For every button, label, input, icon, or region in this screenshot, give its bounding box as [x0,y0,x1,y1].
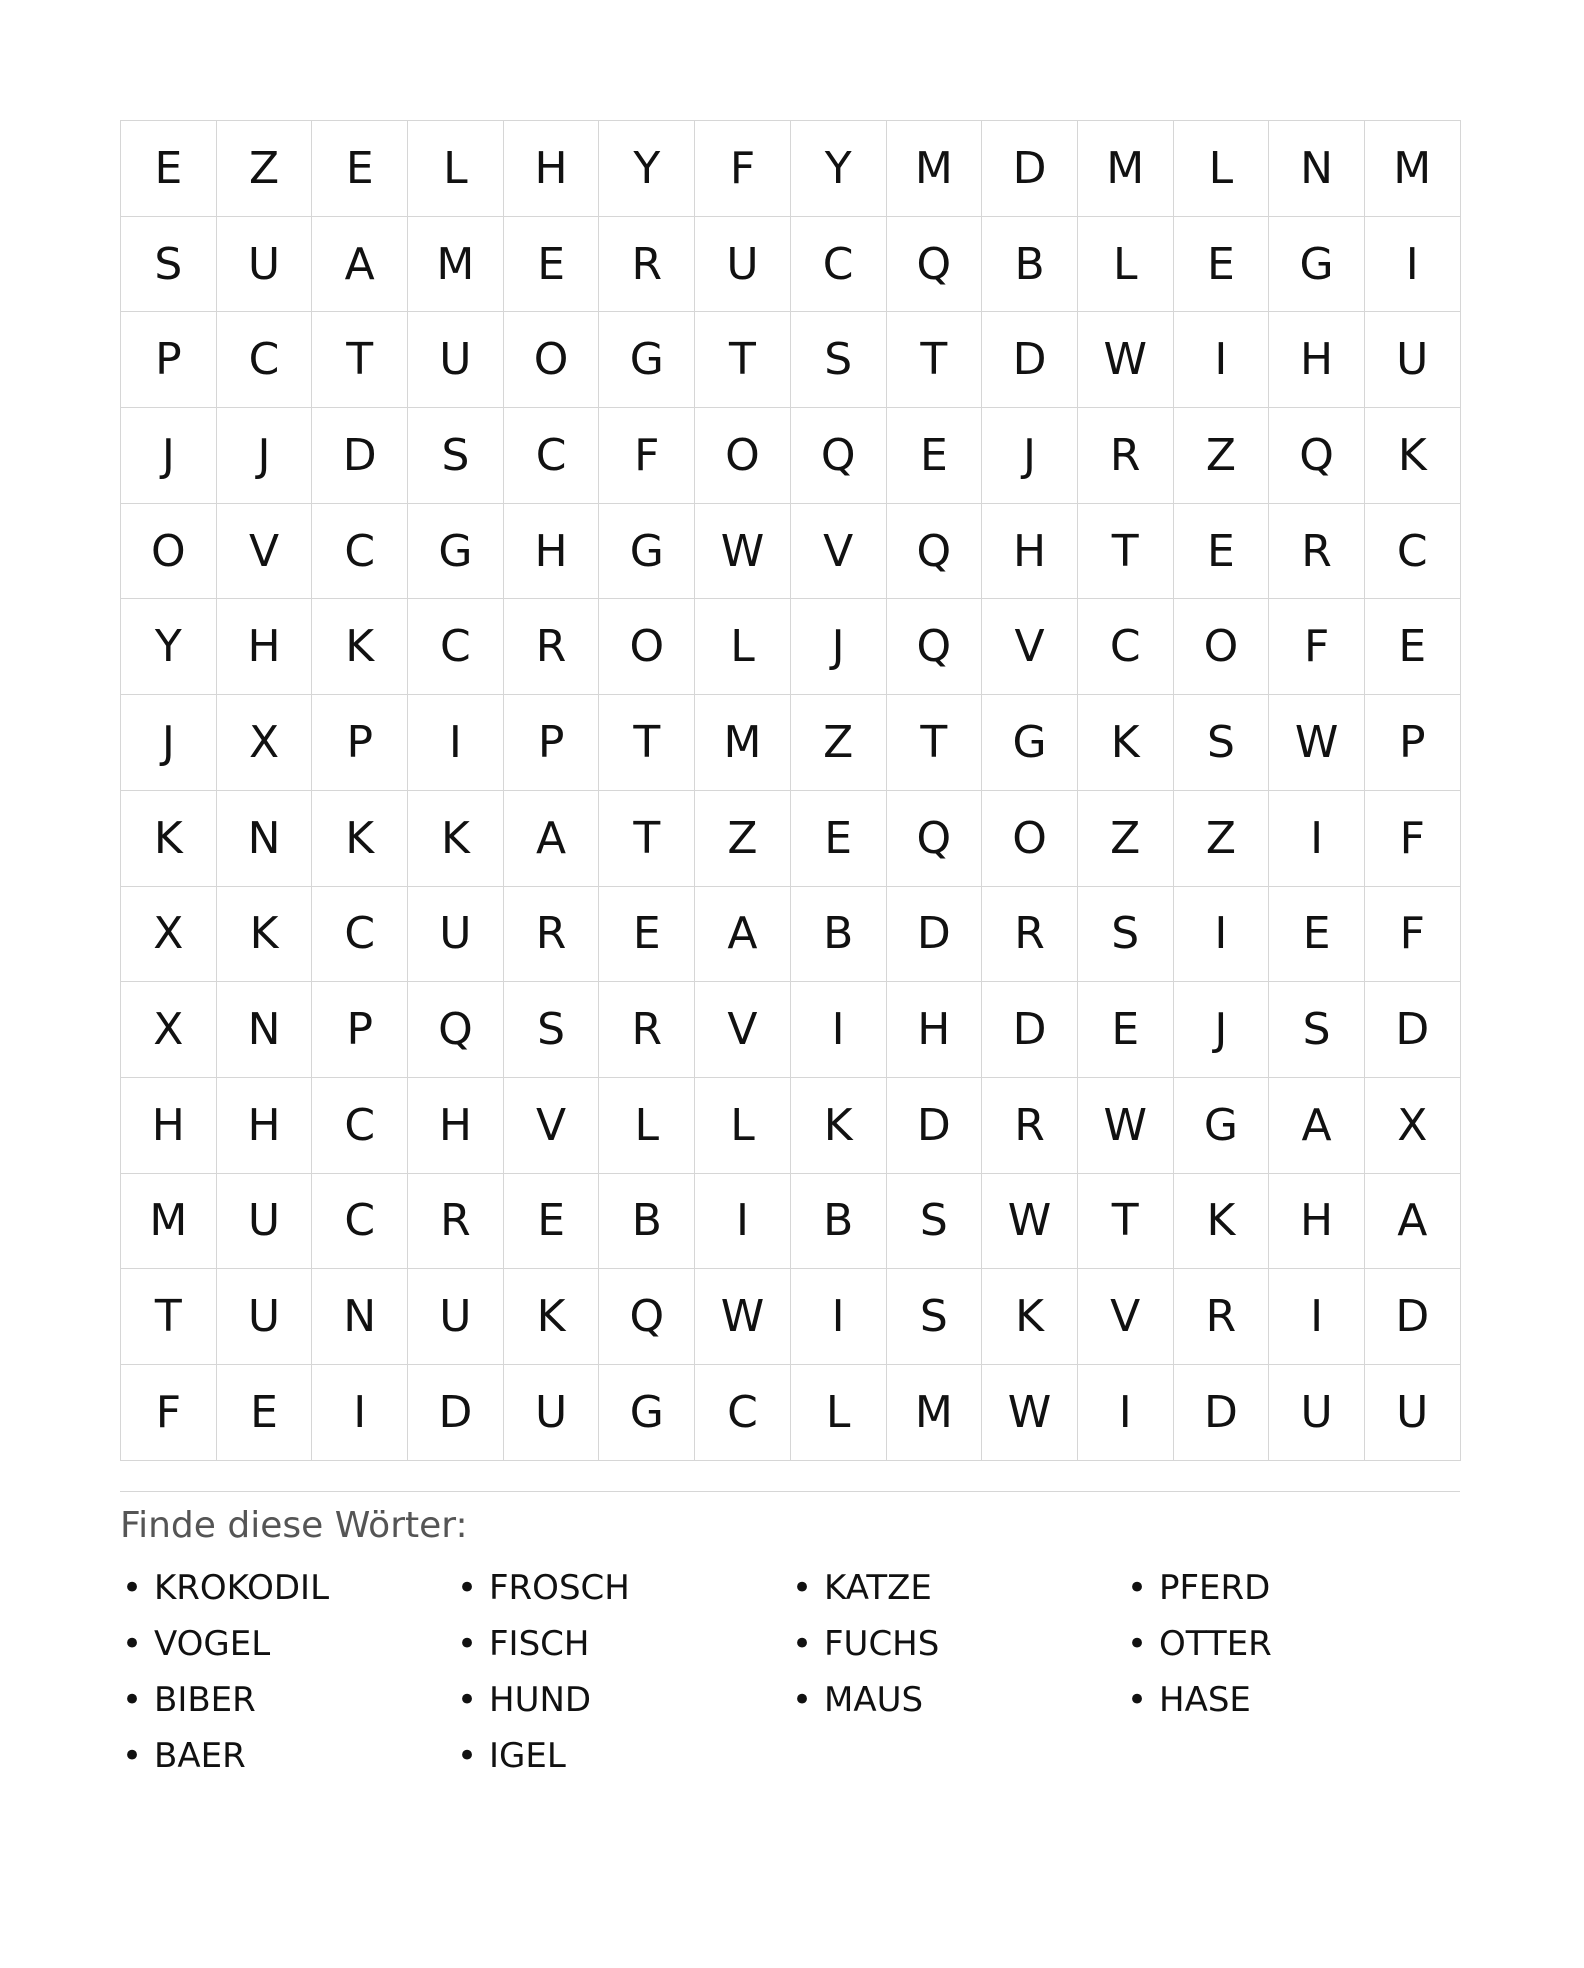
word-list-item [455,1728,790,1784]
grid-cell[interactable]: L [599,1078,695,1174]
word-label: PFERD [1159,1567,1271,1608]
word-list-item [455,1616,790,1672]
grid-cell[interactable]: B [791,1174,887,1270]
grid-cell[interactable]: U [217,217,313,313]
grid-cell[interactable]: S [504,982,600,1078]
grid-cell[interactable]: H [217,1078,313,1174]
grid-cell[interactable]: W [695,1269,791,1365]
grid-cell[interactable]: C [1078,599,1174,695]
grid-cell[interactable]: U [408,312,504,408]
grid-cell[interactable]: L [1174,121,1270,217]
grid-cell[interactable]: E [1269,887,1365,983]
word-label: FISCH [489,1623,590,1664]
bullet-icon: • [457,1567,478,1608]
grid-cell[interactable]: Q [1269,408,1365,504]
grid-cell[interactable]: O [504,312,600,408]
grid-cell[interactable]: A [312,217,408,313]
word-label: BAER [154,1735,246,1776]
grid-cell[interactable]: N [217,982,313,1078]
grid-cell[interactable]: S [121,217,217,313]
grid-cell[interactable]: R [982,887,1078,983]
grid-cell[interactable]: U [695,217,791,313]
grid-cell[interactable]: P [1365,695,1461,791]
grid-cell[interactable]: U [408,887,504,983]
grid-cell[interactable]: C [312,887,408,983]
grid-cell[interactable]: S [791,312,887,408]
grid-cell[interactable]: J [1174,982,1270,1078]
grid-cell[interactable]: M [121,1174,217,1270]
grid-cell[interactable]: D [982,312,1078,408]
grid-cell[interactable]: E [887,408,983,504]
grid-cell[interactable]: M [695,695,791,791]
grid-cell[interactable]: J [121,408,217,504]
grid-cell[interactable]: G [599,1365,695,1461]
word-list-item [1125,1616,1460,1672]
grid-cell[interactable]: E [312,121,408,217]
grid-cell[interactable]: U [217,1174,313,1270]
grid-cell[interactable]: A [1269,1078,1365,1174]
grid-cell[interactable]: E [217,1365,313,1461]
bullet-icon: • [792,1679,813,1720]
divider [120,1491,1460,1492]
grid-cell[interactable]: K [408,791,504,887]
word-list-item [120,1672,455,1728]
bullet-icon: • [1127,1623,1148,1664]
word-list-title: Finde diese Wörter: [120,1504,468,1546]
grid-cell[interactable]: V [791,504,887,600]
grid-cell[interactable]: D [1365,982,1461,1078]
grid-cell[interactable]: C [312,1174,408,1270]
grid-cell[interactable]: W [1269,695,1365,791]
grid-cell[interactable]: P [504,695,600,791]
grid-cell[interactable]: L [1078,217,1174,313]
grid-cell[interactable]: F [599,408,695,504]
word-list-item [120,1616,455,1672]
grid-cell[interactable]: Y [599,121,695,217]
grid-cell[interactable]: I [791,1269,887,1365]
grid-cell[interactable]: H [121,1078,217,1174]
grid-cell[interactable]: U [408,1269,504,1365]
bullet-icon: • [122,1735,143,1776]
grid-cell[interactable]: Z [695,791,791,887]
grid-cell[interactable]: O [121,504,217,600]
grid-cell[interactable]: I [695,1174,791,1270]
grid-cell[interactable]: G [982,695,1078,791]
grid-cell[interactable]: C [217,312,313,408]
grid-cell[interactable]: E [1174,504,1270,600]
grid-cell[interactable]: K [504,1269,600,1365]
grid-cell[interactable]: I [791,982,887,1078]
grid-cell[interactable]: V [1078,1269,1174,1365]
grid-cell[interactable]: C [695,1365,791,1461]
grid-cell[interactable]: T [599,695,695,791]
grid-cell[interactable]: Y [121,599,217,695]
word-list-item [120,1728,455,1784]
grid-cell[interactable]: Z [1174,408,1270,504]
bullet-icon: • [792,1567,813,1608]
word-list-item [790,1616,1125,1672]
grid-cell[interactable]: Q [599,1269,695,1365]
grid-cell[interactable]: N [1269,121,1365,217]
grid-cell[interactable]: L [695,1078,791,1174]
grid-cell[interactable]: X [121,982,217,1078]
word-list-item [120,1560,455,1616]
grid-cell[interactable]: J [982,408,1078,504]
word-list-item [455,1560,790,1616]
word-list-item [1125,1672,1460,1728]
grid-cell[interactable]: W [1078,1078,1174,1174]
grid-cell[interactable]: A [504,791,600,887]
grid-cell[interactable]: M [887,121,983,217]
grid-cell[interactable]: R [982,1078,1078,1174]
grid-cell[interactable]: R [1174,1269,1270,1365]
grid-cell[interactable]: D [1365,1269,1461,1365]
grid-cell[interactable]: L [408,121,504,217]
grid-cell[interactable]: Y [791,121,887,217]
word-list-item [1125,1560,1460,1616]
grid-cell[interactable]: V [982,599,1078,695]
grid-cell[interactable]: F [1365,887,1461,983]
grid-cell[interactable]: A [695,887,791,983]
grid-cell[interactable]: S [1078,887,1174,983]
grid-cell[interactable]: Q [408,982,504,1078]
grid-cell[interactable]: R [599,982,695,1078]
grid-cell[interactable]: L [695,599,791,695]
grid-cell[interactable]: X [217,695,313,791]
grid-cell[interactable]: W [1078,312,1174,408]
grid-cell[interactable]: P [312,695,408,791]
grid-cell[interactable]: E [1078,982,1174,1078]
grid-cell[interactable]: G [1269,217,1365,313]
grid-cell[interactable]: O [599,599,695,695]
grid-cell[interactable]: T [695,312,791,408]
grid-cell[interactable]: Z [1078,791,1174,887]
bullet-icon: • [122,1623,143,1664]
grid-cell[interactable]: Q [887,504,983,600]
grid-cell[interactable]: U [1269,1365,1365,1461]
grid-cell[interactable]: H [1269,312,1365,408]
grid-cell[interactable]: H [982,504,1078,600]
grid-cell[interactable]: K [312,599,408,695]
grid-cell[interactable]: N [217,791,313,887]
word-label: KROKODIL [154,1567,330,1608]
bullet-icon: • [1127,1679,1148,1720]
grid-cell[interactable]: H [1269,1174,1365,1270]
grid-cell[interactable]: K [791,1078,887,1174]
grid-cell[interactable]: C [408,599,504,695]
grid-cell[interactable]: Q [887,791,983,887]
grid-cell[interactable]: E [1174,217,1270,313]
grid-cell[interactable]: S [1174,695,1270,791]
grid-cell[interactable]: G [1174,1078,1270,1174]
grid-cell[interactable]: R [504,599,600,695]
grid-cell[interactable]: K [1078,695,1174,791]
grid-cell[interactable]: I [1269,1269,1365,1365]
word-label: HUND [489,1679,592,1720]
grid-cell[interactable]: H [408,1078,504,1174]
grid-cell[interactable]: T [599,791,695,887]
grid-cell[interactable]: L [791,1365,887,1461]
grid-cell[interactable]: I [408,695,504,791]
bullet-icon: • [457,1679,478,1720]
grid-cell[interactable]: X [1365,1078,1461,1174]
grid-cell[interactable]: A [1365,1174,1461,1270]
grid-cell[interactable]: W [982,1174,1078,1270]
grid-cell[interactable]: D [982,121,1078,217]
word-label: FUCHS [824,1623,940,1664]
letter-grid [120,120,1461,1461]
word-list-item [790,1672,1125,1728]
grid-cell[interactable]: F [121,1365,217,1461]
grid-cell[interactable]: E [504,217,600,313]
grid-cell[interactable]: C [312,504,408,600]
grid-cell[interactable]: E [1365,599,1461,695]
word-search-puzzle [120,120,1460,1784]
grid-cell[interactable]: D [887,1078,983,1174]
grid-cell[interactable]: D [982,982,1078,1078]
grid-cell[interactable]: C [312,1078,408,1174]
grid-cell[interactable]: H [887,982,983,1078]
grid-cell[interactable]: X [121,887,217,983]
grid-cell[interactable]: R [599,217,695,313]
grid-cell[interactable]: O [1174,599,1270,695]
word-list [120,1560,1460,1784]
word-list-item [455,1672,790,1728]
grid-cell[interactable]: F [695,121,791,217]
grid-cell[interactable]: I [312,1365,408,1461]
word-label: OTTER [1159,1623,1272,1664]
grid-cell[interactable]: J [791,599,887,695]
grid-cell[interactable]: M [1078,121,1174,217]
grid-cell[interactable]: U [1365,312,1461,408]
bullet-icon: • [457,1623,478,1664]
word-label: BIBER [154,1679,256,1720]
grid-cell[interactable]: F [1269,599,1365,695]
grid-cell[interactable]: R [1078,408,1174,504]
grid-cell[interactable]: G [408,504,504,600]
grid-cell[interactable]: V [695,982,791,1078]
grid-cell[interactable]: S [1269,982,1365,1078]
grid-cell[interactable]: V [217,504,313,600]
grid-cell[interactable]: H [504,504,600,600]
grid-cell[interactable]: C [504,408,600,504]
grid-cell[interactable]: K [312,791,408,887]
word-label: HASE [1159,1679,1251,1720]
grid-cell[interactable]: H [217,599,313,695]
grid-cell[interactable]: N [312,1269,408,1365]
grid-cell[interactable]: Q [791,408,887,504]
grid-cell[interactable]: T [1078,504,1174,600]
bullet-icon: • [1127,1567,1148,1608]
grid-cell[interactable]: K [121,791,217,887]
grid-cell[interactable]: D [312,408,408,504]
word-label: MAUS [824,1679,924,1720]
grid-cell[interactable]: E [791,791,887,887]
grid-cell[interactable]: T [1078,1174,1174,1270]
grid-cell[interactable]: P [312,982,408,1078]
grid-cell[interactable]: K [982,1269,1078,1365]
grid-cell[interactable]: E [121,121,217,217]
grid-cell[interactable]: T [887,695,983,791]
word-label: FROSCH [489,1567,630,1608]
grid-cell[interactable]: G [599,504,695,600]
grid-cell[interactable]: F [1365,791,1461,887]
grid-cell[interactable]: S [408,408,504,504]
grid-cell[interactable]: E [504,1174,600,1270]
grid-cell[interactable]: Z [1174,791,1270,887]
grid-cell[interactable]: S [887,1174,983,1270]
grid-cell[interactable]: I [1078,1365,1174,1461]
grid-cell[interactable]: D [887,887,983,983]
grid-cell[interactable]: U [504,1365,600,1461]
grid-cell[interactable]: D [1174,1365,1270,1461]
grid-cell[interactable]: K [1174,1174,1270,1270]
grid-cell[interactable]: D [408,1365,504,1461]
grid-cell[interactable]: U [1365,1365,1461,1461]
grid-cell[interactable]: C [791,217,887,313]
bullet-icon: • [122,1679,143,1720]
word-label: KATZE [824,1567,932,1608]
grid-cell[interactable]: I [1365,217,1461,313]
grid-cell[interactable]: G [599,312,695,408]
grid-cell[interactable]: O [982,791,1078,887]
grid-cell[interactable]: O [695,408,791,504]
word-label: IGEL [489,1735,566,1776]
grid-cell[interactable]: M [1365,121,1461,217]
grid-cell[interactable]: W [695,504,791,600]
grid-cell[interactable]: R [1269,504,1365,600]
grid-cell[interactable]: C [1365,504,1461,600]
word-label: VOGEL [154,1623,271,1664]
grid-cell[interactable]: Q [887,217,983,313]
grid-cell[interactable]: I [1174,312,1270,408]
grid-cell[interactable]: H [504,121,600,217]
grid-cell[interactable]: T [121,1269,217,1365]
grid-cell[interactable]: V [504,1078,600,1174]
grid-cell[interactable]: M [887,1365,983,1461]
bullet-icon: • [457,1735,478,1776]
grid-cell[interactable]: Q [887,599,983,695]
grid-cell[interactable]: J [121,695,217,791]
grid-cell[interactable]: S [887,1269,983,1365]
grid-cell[interactable]: M [408,217,504,313]
grid-cell[interactable]: B [599,1174,695,1270]
grid-cell[interactable]: K [1365,408,1461,504]
grid-cell[interactable]: J [217,408,313,504]
grid-cell[interactable]: W [982,1365,1078,1461]
grid-cell[interactable]: T [887,312,983,408]
grid-cell[interactable]: B [982,217,1078,313]
grid-cell[interactable]: Z [217,121,313,217]
grid-cell[interactable]: P [121,312,217,408]
grid-cell[interactable]: B [791,887,887,983]
grid-cell[interactable]: E [599,887,695,983]
word-list-item [790,1560,1125,1616]
grid-cell[interactable]: R [408,1174,504,1270]
bullet-icon: • [792,1623,813,1664]
grid-cell[interactable]: T [312,312,408,408]
grid-cell[interactable]: R [504,887,600,983]
grid-cell[interactable]: I [1174,887,1270,983]
grid-cell[interactable]: K [217,887,313,983]
grid-cell[interactable]: Z [791,695,887,791]
grid-cell[interactable]: U [217,1269,313,1365]
bullet-icon: • [122,1567,143,1608]
grid-cell[interactable]: I [1269,791,1365,887]
